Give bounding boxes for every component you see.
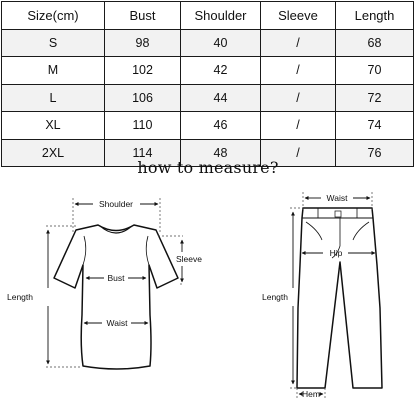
- tshirt-shoulder-label: Shoulder: [98, 199, 134, 209]
- table-cell: S: [2, 29, 105, 57]
- table-cell: XL: [2, 112, 105, 140]
- header-sleeve: Sleeve: [261, 2, 336, 30]
- table-cell: /: [261, 112, 336, 140]
- table-cell: 48: [181, 139, 261, 167]
- how-to-measure-title: how to measure?: [137, 158, 279, 177]
- tshirt-waist-label: Waist: [106, 318, 128, 328]
- pants-hip-label: Hip: [329, 248, 343, 258]
- table-cell: 98: [105, 29, 181, 57]
- table-cell: 68: [336, 29, 414, 57]
- table-cell: 74: [336, 112, 414, 140]
- header-length: Length: [336, 2, 414, 30]
- table-cell: /: [261, 84, 336, 112]
- table-cell: 40: [181, 29, 261, 57]
- pants-figure: [262, 192, 382, 399]
- tshirt-bust-label: Bust: [107, 273, 125, 283]
- table-cell: 46: [181, 112, 261, 140]
- table-cell: 76: [336, 139, 414, 167]
- pants-hem-label: Hem: [302, 389, 320, 399]
- header-bust: Bust: [105, 2, 181, 30]
- table-cell: M: [2, 57, 105, 85]
- table-cell: /: [261, 29, 336, 57]
- table-cell: L: [2, 84, 105, 112]
- table-cell: 102: [105, 57, 181, 85]
- pants-waist-label: Waist: [326, 193, 348, 203]
- tshirt-figure: [7, 198, 202, 369]
- pants-length-label: Length: [262, 292, 288, 302]
- table-cell: 70: [336, 57, 414, 85]
- table-cell: 44: [181, 84, 261, 112]
- header-shoulder: Shoulder: [181, 2, 261, 30]
- table-cell: 42: [181, 57, 261, 85]
- tshirt-length-label: Length: [7, 292, 33, 302]
- table-cell: 114: [105, 139, 181, 167]
- table-cell: 72: [336, 84, 414, 112]
- table-cell: 2XL: [2, 139, 105, 167]
- tshirt-outline: [54, 225, 178, 369]
- table-cell: 110: [105, 112, 181, 140]
- tshirt-sleeve-label: Sleeve: [176, 254, 202, 264]
- table-cell: /: [261, 57, 336, 85]
- pants-outline: [297, 208, 382, 388]
- table-cell: /: [261, 139, 336, 167]
- header-size: Size(cm): [2, 2, 105, 30]
- table-cell: 106: [105, 84, 181, 112]
